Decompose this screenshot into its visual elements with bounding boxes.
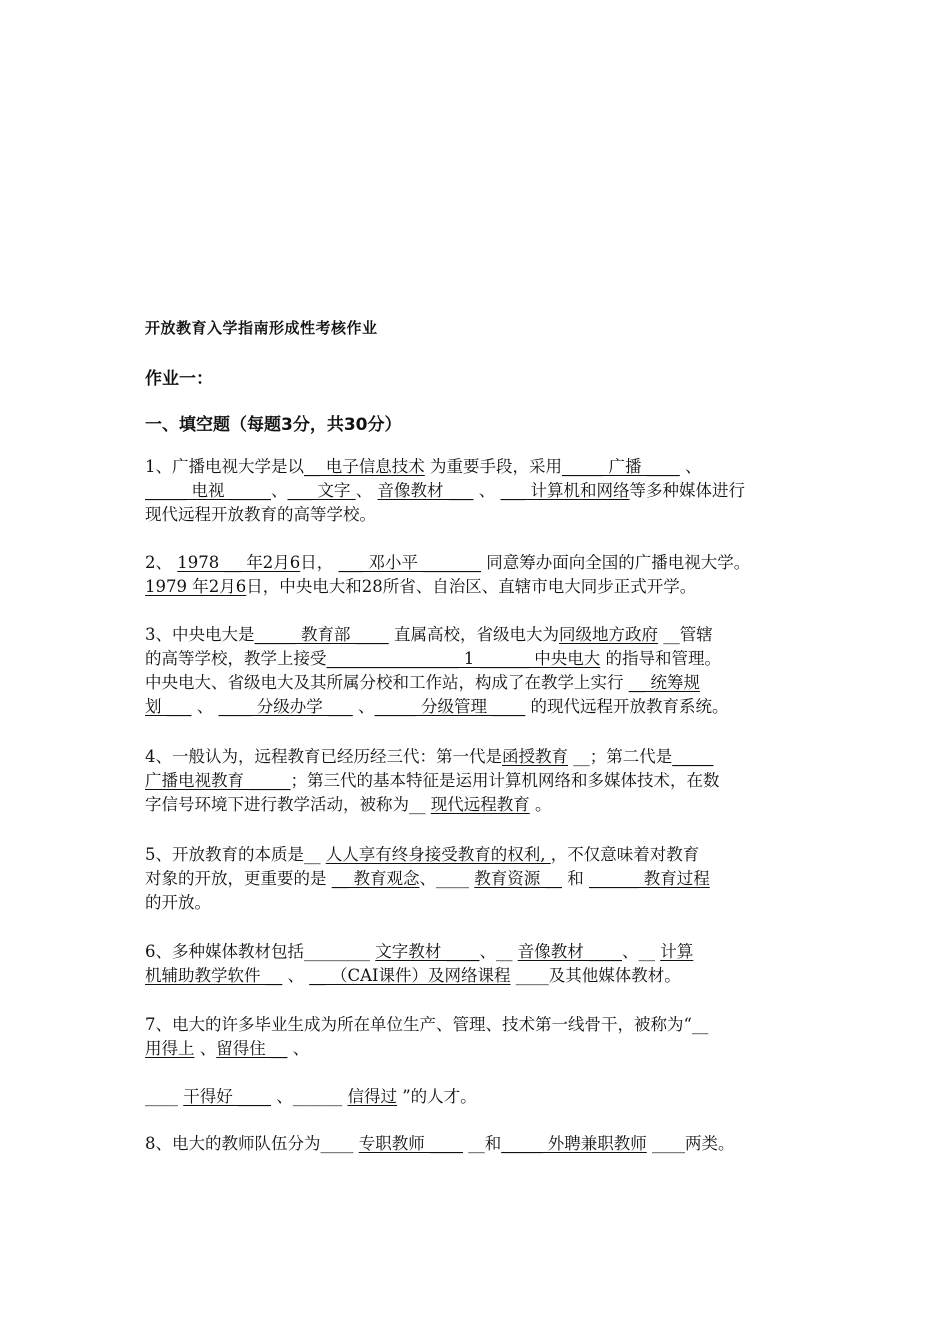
answer-text: __ （CAI课件）及网络课程	[309, 966, 511, 985]
answer-text: 留得住 __	[216, 1039, 288, 1058]
question-line	[145, 843, 825, 867]
question-line	[145, 867, 825, 891]
question-text: 、____	[419, 869, 475, 888]
question-text: 2、	[145, 553, 178, 572]
question-line	[145, 1037, 825, 1061]
answer-text: 1979 年2月6	[145, 577, 247, 596]
question-text: 、	[282, 966, 310, 985]
question-text: 日，	[300, 553, 339, 572]
question-text: ____	[145, 1087, 184, 1106]
answer-text: __ 电子信息技术	[304, 457, 425, 476]
question-text: 直属高校，省级电大为	[388, 625, 559, 644]
question-text: 、	[191, 697, 219, 716]
question-3	[145, 623, 825, 719]
question-line	[145, 891, 825, 915]
answer-text: __ 教育观念	[331, 869, 420, 888]
question-line	[145, 623, 825, 647]
question-text: 3、中央电大是	[145, 625, 255, 644]
question-text: 。	[529, 795, 552, 814]
answer-text: 教育资源 __	[474, 869, 562, 888]
answer-text: 现代远程教育	[430, 795, 530, 814]
question-text: ____两类。	[646, 1134, 735, 1153]
question-2	[145, 551, 825, 599]
question-line	[145, 455, 825, 479]
question-line	[145, 745, 825, 769]
answer-text: 文字教材 ____	[375, 942, 480, 961]
question-line	[145, 769, 825, 793]
question-text: 、	[271, 481, 288, 500]
answer-text: _____ 外聘兼职教师	[501, 1134, 647, 1153]
question-text: 中央电大、省级电大及其所属分校和工作站，构成了在教学上实行	[145, 673, 629, 692]
question-text: ____及其他媒体教材。	[510, 966, 681, 985]
question-line	[145, 964, 825, 988]
question-text: 4、一般认为，远程教育已经历经三代：第一代是	[145, 747, 502, 766]
question-text: 的高等学校，教学上接受	[145, 649, 327, 668]
question-text: __和	[463, 1134, 502, 1153]
answer-text: _____	[672, 747, 714, 766]
question-text: 1、广播电视大学是以	[145, 457, 304, 476]
question-7	[145, 1013, 825, 1061]
question-line	[145, 551, 825, 575]
question-line	[145, 1013, 825, 1037]
question-line	[145, 503, 825, 527]
question-text: 7、电大的许多毕业生成为所在单位生产、管理、技术第一线骨干，被称为“__	[145, 1015, 709, 1034]
question-text: 、	[355, 481, 378, 500]
question-text: 的开放。	[145, 893, 211, 912]
question-text: 、	[352, 697, 375, 716]
answer-text: 1978 __ 年2月6	[177, 553, 301, 572]
answer-text: 广播电视教育 _____	[145, 771, 291, 790]
question-line	[145, 479, 825, 503]
question-text: 现代远程开放教育的高等学校。	[145, 505, 376, 524]
answer-text: 专职教师 ____	[358, 1134, 463, 1153]
question-line	[145, 647, 825, 671]
answer-text: 计算	[660, 942, 694, 961]
question-text: 、__	[479, 942, 518, 961]
document-title: 开放教育入学指南形成性考核作业	[145, 319, 378, 337]
question-text: 、	[679, 457, 702, 476]
answer-text: __ 统筹规	[628, 673, 700, 692]
question-line	[145, 940, 825, 964]
answer-text: 机辅助教学软件 __	[145, 966, 283, 985]
answer-text: 干得好 ____	[183, 1087, 271, 1106]
answer-text: _____ 分级管理 ____	[374, 697, 526, 716]
answer-text: ______ 教育过程	[589, 869, 710, 888]
question-text: 、	[287, 1039, 310, 1058]
question-text: 5、开放教育的本质是__	[145, 845, 326, 864]
section-heading: 一、填空题（每题3分，共30分）	[145, 415, 402, 435]
question-8	[145, 1132, 825, 1156]
answer-text: ___ 计算机和网络	[500, 481, 630, 500]
question-line	[145, 1085, 825, 1109]
question-4	[145, 745, 825, 817]
question-text: 、__	[622, 942, 661, 961]
question-text: 的现代远程开放教育系统。	[525, 697, 729, 716]
question-text: 、	[473, 481, 501, 500]
question-text: __；第二代是	[568, 747, 673, 766]
answer-text: _____ 广播 ____	[562, 457, 680, 476]
answer-text: ___ 邓小平 _______	[338, 553, 481, 572]
question-text: 同意筹办面向全国的广播电视大学。	[480, 553, 751, 572]
question-text: 和	[562, 869, 589, 888]
question-text: 的指导和管理。	[600, 649, 721, 668]
question-line	[145, 575, 825, 599]
question-text: 6、多种媒体教材包括________	[145, 942, 376, 961]
answer-text: ___ 文字	[287, 481, 356, 500]
question-text: 8、电大的教师队伍分为____	[145, 1134, 359, 1153]
answer-text: 信得过	[347, 1087, 397, 1106]
question-line	[145, 793, 825, 817]
question-line	[145, 695, 825, 719]
question-text: ，不仅意味着对教育	[550, 845, 700, 864]
question-1	[145, 455, 825, 527]
question-text: 等多种媒体进行	[629, 481, 745, 500]
answer-text: 划 ___	[145, 697, 192, 716]
homework-heading: 作业一：	[145, 369, 213, 389]
answer-text: _____ 电视 _____	[145, 481, 271, 500]
question-text: 字信号环境下进行教学活动，被称为__	[145, 795, 431, 814]
answer-text: 人人享有终身接受教育的权利,	[325, 845, 551, 864]
question-text: 对象的开放，更重要的是	[145, 869, 332, 888]
question-6	[145, 940, 825, 988]
question-text: ”的人才。	[397, 1087, 477, 1106]
answer-text: ____ 分级办学 ___	[218, 697, 353, 716]
answer-text: ________________ 1 ______ 中央电大	[326, 649, 601, 668]
answer-text: 用得上	[145, 1039, 195, 1058]
answer-text: 函授教育	[502, 747, 568, 766]
question-text: ；第三代的基本特征是运用计算机网络和多媒体技术，在数	[290, 771, 720, 790]
question-7-continued	[145, 1085, 825, 1109]
question-text: 、	[194, 1039, 217, 1058]
question-text: __管辖	[658, 625, 713, 644]
question-text: 、______	[271, 1087, 348, 1106]
answer-text: 音像教材 ___	[377, 481, 474, 500]
question-text: 为重要手段，采用	[424, 457, 562, 476]
question-text: 日，中央电大和28所省、自治区、直辖市电大同步正式开学。	[246, 577, 697, 596]
question-5	[145, 843, 825, 915]
answer-text: 同级地方政府	[559, 625, 658, 644]
question-line	[145, 671, 825, 695]
answer-text: _____ 教育部 ____	[254, 625, 389, 644]
answer-text: 音像教材 ____	[517, 942, 622, 961]
question-line	[145, 1132, 825, 1156]
